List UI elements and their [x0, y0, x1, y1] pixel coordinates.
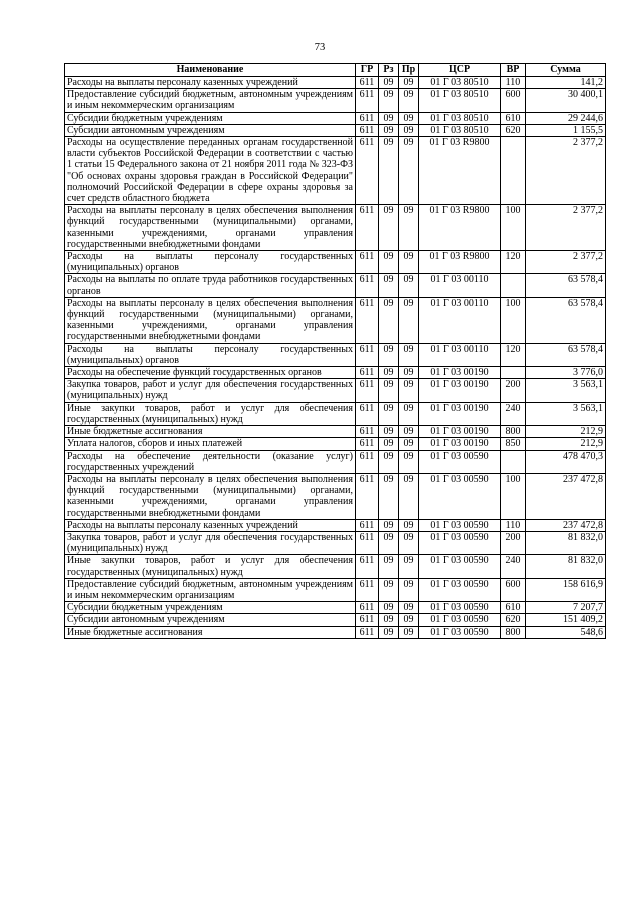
cell-name: Уплата налогов, сборов и иных платежей	[65, 438, 356, 450]
cell-sum: 7 207,7	[526, 602, 606, 614]
cell-csr: 01 Г 03 00590	[419, 519, 501, 531]
cell-gr: 611	[356, 450, 379, 473]
cell-pr: 09	[399, 578, 419, 601]
cell-pr: 09	[399, 379, 419, 402]
cell-gr: 611	[356, 137, 379, 205]
cell-csr: 01 Г 03 00590	[419, 614, 501, 626]
table-body	[65, 77, 606, 639]
cell-gr: 611	[356, 555, 379, 578]
cell-vr: 100	[501, 205, 526, 251]
cell-rz: 09	[379, 555, 399, 578]
page-number: 73	[314, 42, 326, 53]
table-row	[65, 251, 606, 274]
cell-name: Расходы на выплаты персоналу в целях обеспечения выполнения функций государственными (муниципальными) органами, казенными учреждениями, органами управления государственными внебюджетными фондами	[65, 473, 356, 519]
cell-rz: 09	[379, 473, 399, 519]
cell-pr: 09	[399, 343, 419, 366]
cell-rz: 09	[379, 205, 399, 251]
cell-gr: 611	[356, 602, 379, 614]
cell-vr: 610	[501, 602, 526, 614]
cell-pr: 09	[399, 426, 419, 438]
cell-csr: 01 Г 03 R9800	[419, 137, 501, 205]
cell-pr: 09	[399, 112, 419, 124]
cell-sum: 3 563,1	[526, 402, 606, 425]
cell-gr: 611	[356, 426, 379, 438]
cell-rz: 09	[379, 379, 399, 402]
cell-gr: 611	[356, 473, 379, 519]
cell-vr: 200	[501, 379, 526, 402]
cell-rz: 09	[379, 426, 399, 438]
cell-name: Расходы на обеспечение функций государственных органов	[65, 367, 356, 379]
cell-rz: 09	[379, 137, 399, 205]
cell-gr: 611	[356, 367, 379, 379]
cell-gr: 611	[356, 626, 379, 638]
cell-gr: 611	[356, 438, 379, 450]
cell-rz: 09	[379, 367, 399, 379]
cell-name: Иные бюджетные ассигнования	[65, 426, 356, 438]
cell-rz: 09	[379, 112, 399, 124]
table-row	[65, 602, 606, 614]
cell-pr: 09	[399, 473, 419, 519]
cell-sum: 81 832,0	[526, 531, 606, 554]
cell-pr: 09	[399, 124, 419, 136]
cell-gr: 611	[356, 343, 379, 366]
cell-gr: 611	[356, 274, 379, 297]
cell-gr: 611	[356, 379, 379, 402]
cell-sum: 3 563,1	[526, 379, 606, 402]
cell-rz: 09	[379, 402, 399, 425]
cell-vr: 800	[501, 426, 526, 438]
cell-gr: 611	[356, 578, 379, 601]
cell-csr: 01 Г 03 00190	[419, 426, 501, 438]
cell-pr: 09	[399, 137, 419, 205]
cell-sum: 29 244,6	[526, 112, 606, 124]
cell-rz: 09	[379, 578, 399, 601]
cell-vr	[501, 274, 526, 297]
cell-sum: 81 832,0	[526, 555, 606, 578]
table-row	[65, 343, 606, 366]
cell-sum: 212,9	[526, 426, 606, 438]
cell-vr: 100	[501, 473, 526, 519]
cell-rz: 09	[379, 602, 399, 614]
cell-name: Расходы на выплаты персоналу казенных учреждений	[65, 519, 356, 531]
table-row	[65, 578, 606, 601]
cell-sum: 151 409,2	[526, 614, 606, 626]
cell-rz: 09	[379, 274, 399, 297]
cell-sum: 141,2	[526, 77, 606, 89]
cell-csr: 01 Г 03 00110	[419, 343, 501, 366]
table-row	[65, 367, 606, 379]
cell-sum: 30 400,1	[526, 89, 606, 112]
table-row	[65, 297, 606, 343]
header-pr: Пр	[399, 64, 419, 77]
table-row	[65, 473, 606, 519]
cell-rz: 09	[379, 450, 399, 473]
table-row	[65, 626, 606, 638]
table-row	[65, 555, 606, 578]
cell-csr: 01 Г 03 00590	[419, 531, 501, 554]
cell-rz: 09	[379, 297, 399, 343]
cell-csr: 01 Г 03 00590	[419, 555, 501, 578]
cell-name: Закупка товаров, работ и услуг для обеспечения государственных (муниципальных) нужд	[65, 531, 356, 554]
cell-pr: 09	[399, 274, 419, 297]
cell-csr: 01 Г 03 00590	[419, 473, 501, 519]
cell-gr: 611	[356, 124, 379, 136]
cell-rz: 09	[379, 519, 399, 531]
table-row	[65, 426, 606, 438]
cell-sum: 237 472,8	[526, 519, 606, 531]
cell-pr: 09	[399, 77, 419, 89]
cell-pr: 09	[399, 205, 419, 251]
cell-sum: 63 578,4	[526, 274, 606, 297]
cell-gr: 611	[356, 614, 379, 626]
cell-vr	[501, 450, 526, 473]
cell-pr: 09	[399, 519, 419, 531]
table-row	[65, 450, 606, 473]
cell-rz: 09	[379, 438, 399, 450]
cell-vr: 240	[501, 402, 526, 425]
header-vr: ВР	[501, 64, 526, 77]
cell-rz: 09	[379, 89, 399, 112]
cell-vr: 110	[501, 77, 526, 89]
cell-name: Расходы на обеспечение деятельности (оказание услуг) государственных учреждений	[65, 450, 356, 473]
cell-vr	[501, 367, 526, 379]
table-row	[65, 112, 606, 124]
cell-vr: 850	[501, 438, 526, 450]
cell-csr: 01 Г 03 00110	[419, 274, 501, 297]
cell-pr: 09	[399, 251, 419, 274]
cell-csr: 01 Г 03 80510	[419, 89, 501, 112]
cell-name: Иные закупки товаров, работ и услуг для обеспечения государственных (муниципальных) нужд	[65, 402, 356, 425]
cell-pr: 09	[399, 367, 419, 379]
table-row	[65, 205, 606, 251]
cell-gr: 611	[356, 402, 379, 425]
table-header-row	[65, 64, 606, 77]
cell-sum: 548,6	[526, 626, 606, 638]
header-csr: ЦСР	[419, 64, 501, 77]
cell-csr: 01 Г 03 00110	[419, 297, 501, 343]
cell-rz: 09	[379, 251, 399, 274]
table-row	[65, 274, 606, 297]
cell-name: Субсидии бюджетным учреждениям	[65, 112, 356, 124]
cell-rz: 09	[379, 77, 399, 89]
cell-csr: 01 Г 03 00590	[419, 626, 501, 638]
cell-name: Расходы на выплаты персоналу в целях обеспечения выполнения функций государственными (муниципальными) органами, казенными учреждениями, органами управления государственными внебюджетными фондами	[65, 205, 356, 251]
cell-vr: 610	[501, 112, 526, 124]
cell-rz: 09	[379, 343, 399, 366]
table-row	[65, 379, 606, 402]
table-row	[65, 531, 606, 554]
table-row	[65, 614, 606, 626]
cell-vr: 120	[501, 343, 526, 366]
cell-name: Предоставление субсидий бюджетным, автономным учреждениям и иным некоммерческим организациям	[65, 89, 356, 112]
cell-sum: 63 578,4	[526, 343, 606, 366]
cell-sum: 478 470,3	[526, 450, 606, 473]
cell-vr: 620	[501, 124, 526, 136]
cell-pr: 09	[399, 614, 419, 626]
cell-gr: 611	[356, 251, 379, 274]
cell-sum: 237 472,8	[526, 473, 606, 519]
cell-sum: 63 578,4	[526, 297, 606, 343]
cell-gr: 611	[356, 205, 379, 251]
cell-vr: 110	[501, 519, 526, 531]
cell-vr: 800	[501, 626, 526, 638]
cell-vr: 600	[501, 89, 526, 112]
cell-vr: 120	[501, 251, 526, 274]
cell-csr: 01 Г 03 00190	[419, 367, 501, 379]
cell-name: Предоставление субсидий бюджетным, автономным учреждениям и иным некоммерческим организациям	[65, 578, 356, 601]
cell-gr: 611	[356, 531, 379, 554]
cell-csr: 01 Г 03 00190	[419, 438, 501, 450]
table-row	[65, 89, 606, 112]
cell-gr: 611	[356, 112, 379, 124]
cell-name: Расходы на выплаты персоналу в целях обеспечения выполнения функций государственными (муниципальными) органами, казенными учреждениями, органами управления государственными внебюджетными фондами	[65, 297, 356, 343]
cell-pr: 09	[399, 531, 419, 554]
header-sum: Сумма	[526, 64, 606, 77]
cell-csr: 01 Г 03 00190	[419, 402, 501, 425]
cell-name: Субсидии бюджетным учреждениям	[65, 602, 356, 614]
cell-name: Закупка товаров, работ и услуг для обеспечения государственных (муниципальных) нужд	[65, 379, 356, 402]
cell-gr: 611	[356, 297, 379, 343]
cell-vr: 100	[501, 297, 526, 343]
cell-pr: 09	[399, 450, 419, 473]
cell-gr: 611	[356, 519, 379, 531]
cell-rz: 09	[379, 124, 399, 136]
table-row	[65, 438, 606, 450]
table-row	[65, 402, 606, 425]
cell-csr: 01 Г 03 00590	[419, 602, 501, 614]
cell-sum: 2 377,2	[526, 251, 606, 274]
cell-pr: 09	[399, 438, 419, 450]
header-gr: ГР	[356, 64, 379, 77]
header-rz: Рз	[379, 64, 399, 77]
table-row	[65, 519, 606, 531]
cell-sum: 3 776,0	[526, 367, 606, 379]
cell-vr: 620	[501, 614, 526, 626]
table-row	[65, 137, 606, 205]
cell-pr: 09	[399, 297, 419, 343]
cell-sum: 212,9	[526, 438, 606, 450]
cell-csr: 01 Г 03 80510	[419, 124, 501, 136]
cell-pr: 09	[399, 602, 419, 614]
cell-csr: 01 Г 03 00590	[419, 450, 501, 473]
cell-name: Расходы на выплаты персоналу государственных (муниципальных) органов	[65, 343, 356, 366]
cell-csr: 01 Г 03 00590	[419, 578, 501, 601]
cell-pr: 09	[399, 89, 419, 112]
cell-pr: 09	[399, 402, 419, 425]
cell-rz: 09	[379, 531, 399, 554]
cell-csr: 01 Г 03 R9800	[419, 251, 501, 274]
cell-csr: 01 Г 03 80510	[419, 112, 501, 124]
cell-name: Расходы на осуществление переданных органам государственной власти субъектов Российской Федерации в соответствии с частью 1 статьи 15 Федерального закона от 21 ноября 2011 года № 323-ФЗ "Об основах охраны здоровья граждан в Российской Федерации" полномочий Российской Федерации в сфере охраны здоровья за счет средств областного бюджета	[65, 137, 356, 205]
cell-csr: 01 Г 03 00190	[419, 379, 501, 402]
cell-vr: 200	[501, 531, 526, 554]
cell-csr: 01 Г 03 R9800	[419, 205, 501, 251]
cell-vr	[501, 137, 526, 205]
header-name: Наименование	[65, 64, 356, 77]
cell-name: Расходы на выплаты персоналу казенных учреждений	[65, 77, 356, 89]
cell-name: Расходы на выплаты по оплате труда работников государственных органов	[65, 274, 356, 297]
cell-csr: 01 Г 03 80510	[419, 77, 501, 89]
cell-rz: 09	[379, 614, 399, 626]
cell-vr: 240	[501, 555, 526, 578]
cell-sum: 2 377,2	[526, 205, 606, 251]
cell-name: Субсидии автономным учреждениям	[65, 614, 356, 626]
cell-gr: 611	[356, 77, 379, 89]
cell-sum: 2 377,2	[526, 137, 606, 205]
table-row	[65, 77, 606, 89]
cell-name: Субсидии автономным учреждениям	[65, 124, 356, 136]
cell-pr: 09	[399, 626, 419, 638]
cell-vr: 600	[501, 578, 526, 601]
budget-table	[64, 63, 606, 639]
cell-sum: 1 155,5	[526, 124, 606, 136]
table-row	[65, 124, 606, 136]
cell-name: Расходы на выплаты персоналу государственных (муниципальных) органов	[65, 251, 356, 274]
cell-sum: 158 616,9	[526, 578, 606, 601]
cell-pr: 09	[399, 555, 419, 578]
cell-gr: 611	[356, 89, 379, 112]
cell-name: Иные закупки товаров, работ и услуг для обеспечения государственных (муниципальных) нужд	[65, 555, 356, 578]
cell-rz: 09	[379, 626, 399, 638]
cell-name: Иные бюджетные ассигнования	[65, 626, 356, 638]
